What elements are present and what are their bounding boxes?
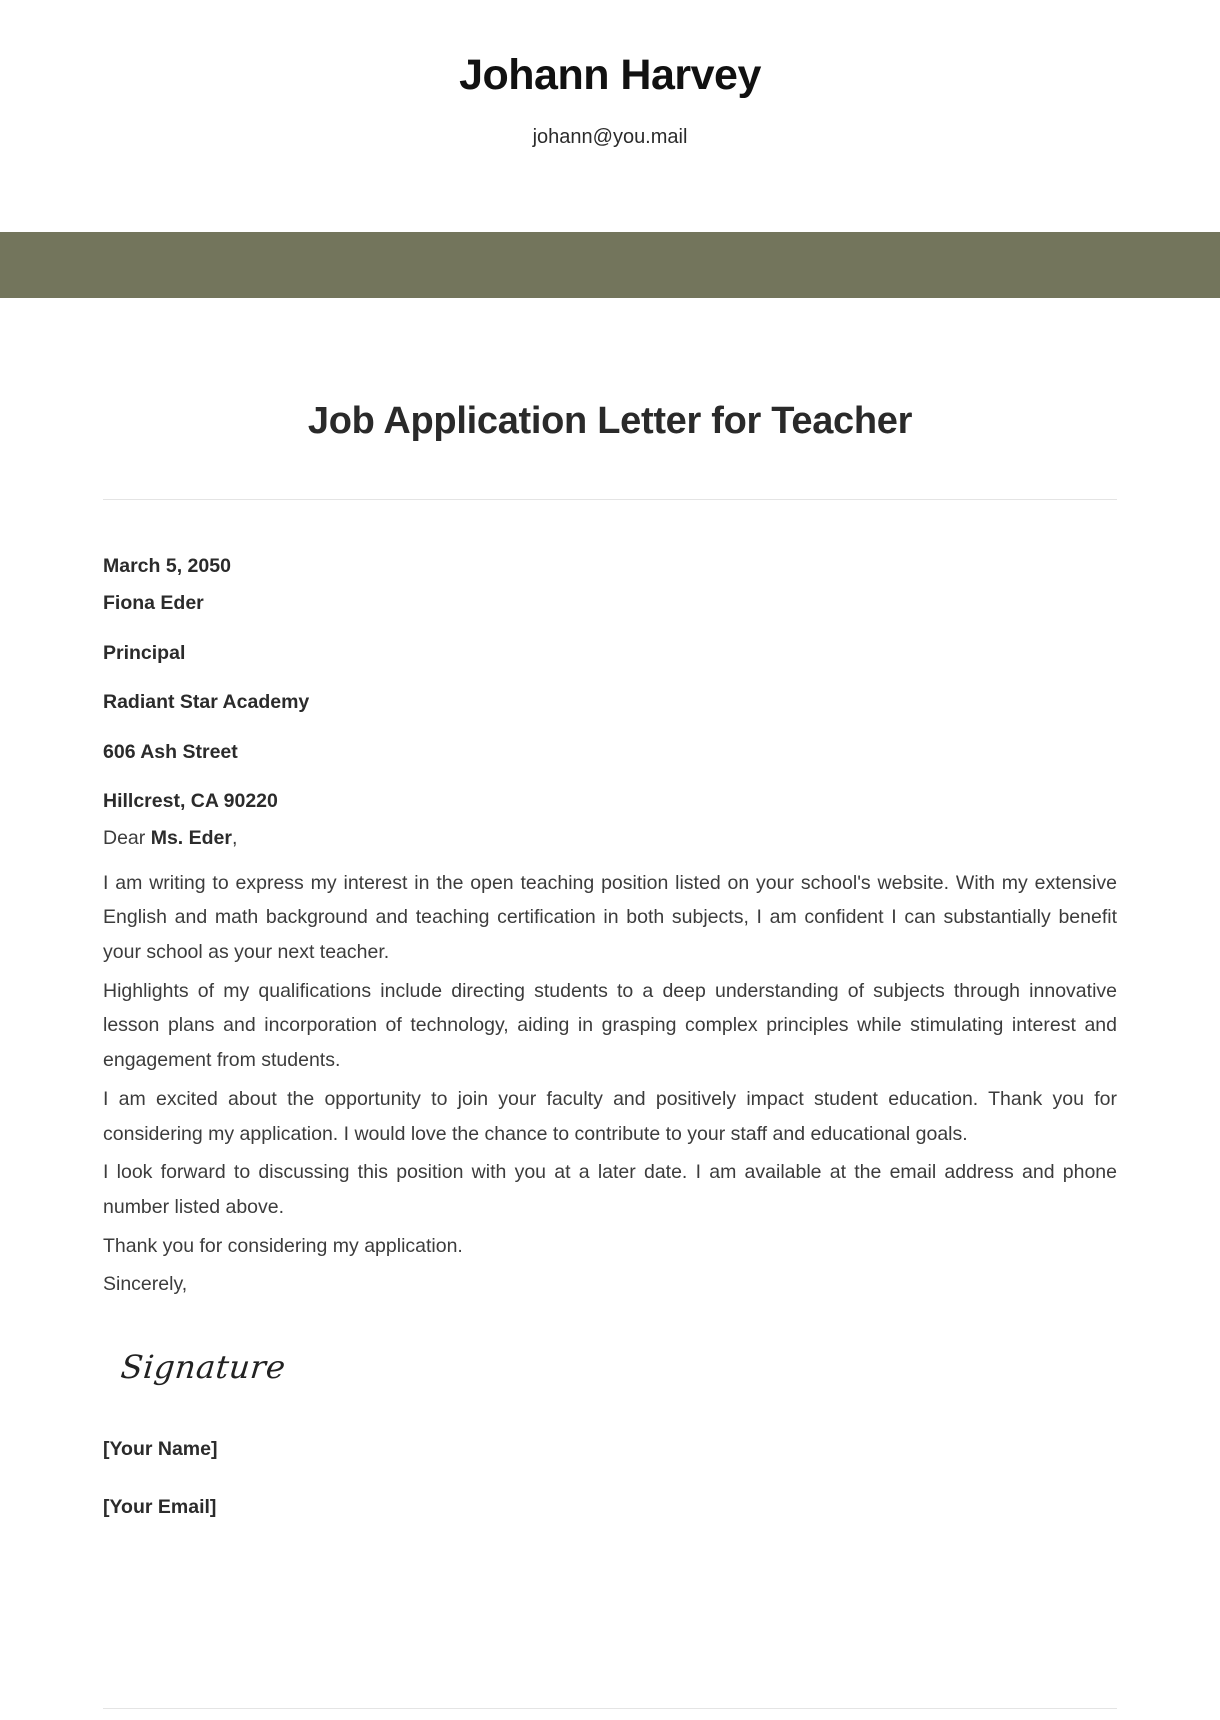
salutation-punctuation: , [231,827,238,850]
body-paragraph-4: I look forward to discussing this position with you at a later date. I am available at the email address and phone number listed above. [103,1161,1117,1218]
recipient-name: Fiona Eder [103,592,204,615]
salutation [103,826,1117,851]
recipient-street: 606 Ash Street [103,740,238,763]
sender-name: Johann Harvey [459,51,761,99]
valediction: Sincerely, [103,1273,188,1296]
body-paragraph-2: Highlights of my qualifications include directing students to a deep understanding of subjects through innovative lesson plans and incorporation of technology, aiding in grasping complex principles while stimulating interest and engagement from students. [103,979,1117,1072]
accent-band [0,232,1220,298]
body-paragraph-1: I am writing to express my interest in the open teaching position listed on your school's website. With my extensive English and math background and teaching certification in both subjects, I am confident I can substantially benefit your school as your next teacher. [103,871,1117,963]
body-paragraph-5: Thank you for considering my application. [103,1234,463,1257]
letter-date: March 5, 2050 [103,555,231,577]
divider-top [103,499,1117,500]
signer-name-placeholder: [Your Name] [103,1438,218,1461]
divider-bottom [103,1708,1117,1709]
recipient-organization: Radiant Star Academy [103,691,310,714]
signer-email-placeholder: [Your Email] [103,1495,217,1518]
salutation-greeting: Dear [103,827,146,850]
body-paragraph-3: I am excited about the opportunity to join your faculty and positively impact student education. Thank you for considering my application. I would love the chance to contribute to your staff and educational goals. [103,1087,1117,1145]
letterhead [0,0,1220,149]
recipient-city-state-zip: Hillcrest, CA 90220 [103,789,278,812]
page-title: Job Application Letter for Teacher [307,400,913,442]
signature-mark: Signature [119,1348,288,1387]
sender-email: johann@you.mail [532,126,688,149]
salutation-recipient: Ms. Eder [150,827,232,850]
letter-body [103,554,1117,1519]
recipient-job-title: Principal [103,641,186,664]
page-title-container [0,398,1220,446]
